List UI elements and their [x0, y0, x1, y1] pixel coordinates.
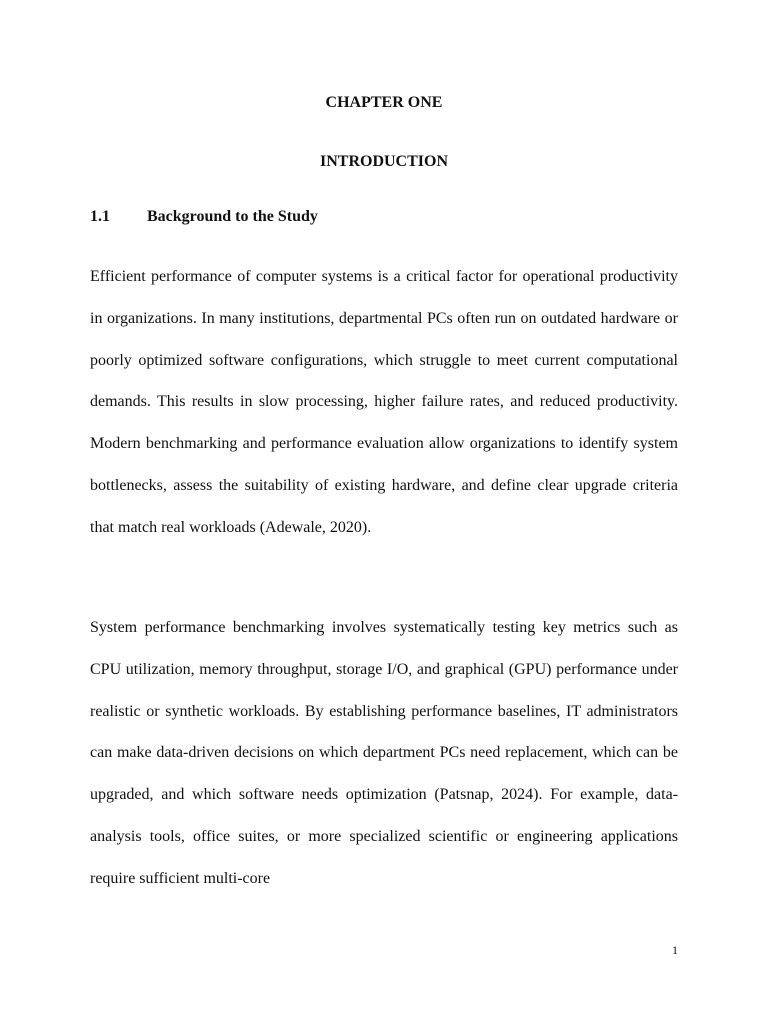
paragraph-1: Efficient performance of computer systems is a critical factor for operational productivity in organizations. In many institutions, departmental PCs often run on outdated hardware or poorly optimized software configurations, which struggle to meet current computational demands. This results in slow processing, higher failure rates, and reduced productivity. Modern benchmarking and performance evaluation allow organizations to identify system bottlenecks, assess the suitability of existing hardware, and define clear upgrade criteria that match real workloads (Adewale, 2020). [90, 268, 678, 536]
section-number: 1.1 [90, 208, 110, 225]
section-heading [90, 206, 318, 228]
chapter-label: CHAPTER ONE [325, 94, 443, 111]
section-title: Background to the Study [147, 208, 318, 225]
paragraph-2: System performance benchmarking involves systematically testing key metrics such as CPU utilization, memory throughput, storage I/O, and graphical (GPU) performance under realistic or synthetic workloads. By establishing performance baselines, IT administrators can make data-driven decisions on which department PCs need replacement, which can be upgraded, and which software needs optimization (Patsnap, 2024). For example, data-analysis tools, office suites, or more specialized scientific or engineering applications require sufficient multi-core [90, 619, 678, 887]
chapter-title: INTRODUCTION [319, 153, 448, 170]
page-number: 1 [672, 943, 678, 957]
